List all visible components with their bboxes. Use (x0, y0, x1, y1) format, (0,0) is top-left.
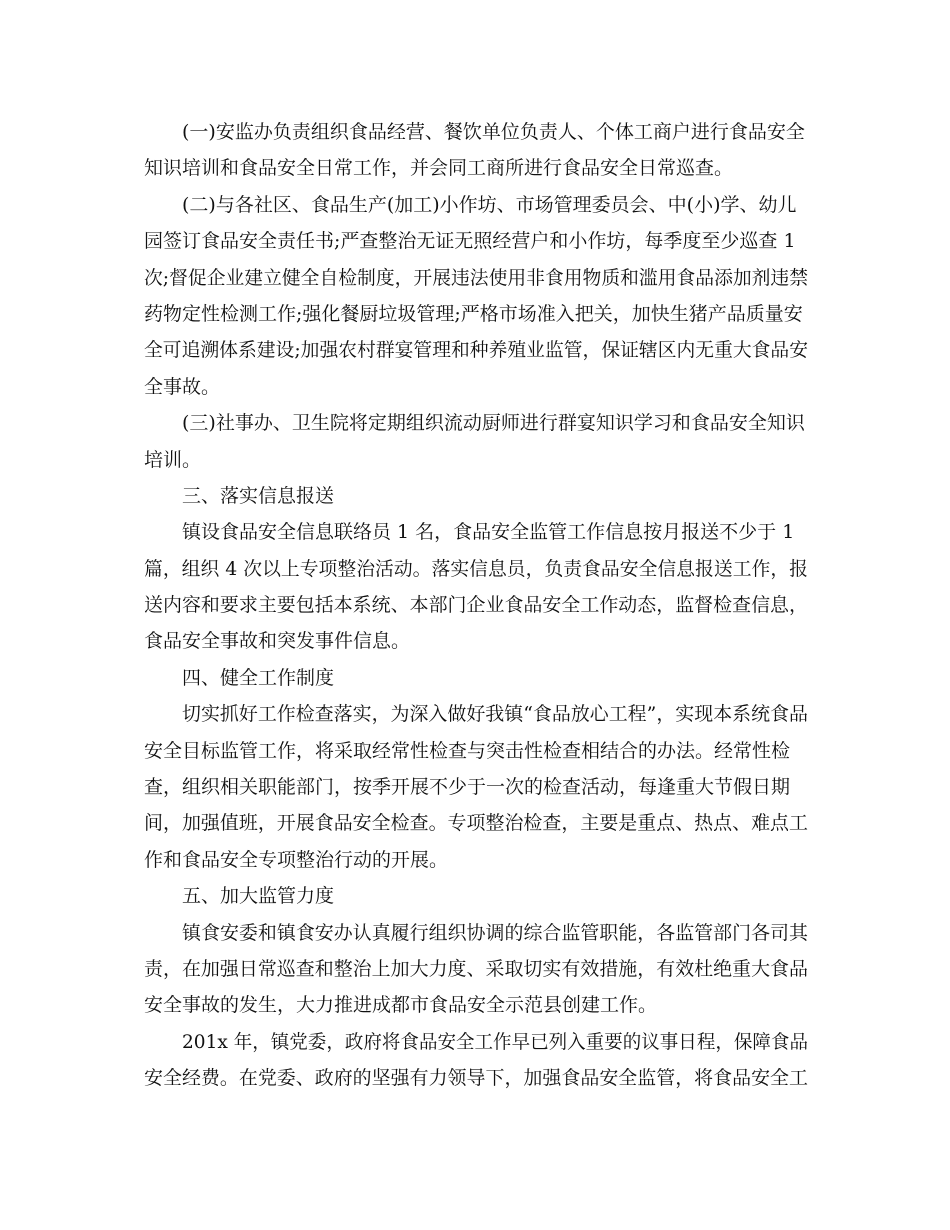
text-line: 三、落实信息报送 (182, 484, 335, 507)
text-line: 安全事故的发生，大力推进成都市食品安全示范县创建工作。 (144, 994, 658, 1017)
text-line: (三)社事办、卫生院将定期组织流动厨师进行群宴知识学习和食品安全知识 (182, 412, 805, 435)
text-line: 食品安全事故和突发事件信息。 (144, 630, 411, 653)
text-line: 镇食安委和镇食安办认真履行组织协调的综合监管职能，各监管部门各司其 (182, 921, 809, 944)
document-page (144, 114, 808, 1097)
text-line: 四、健全工作制度 (182, 666, 335, 689)
text-line: 全事故。 (144, 375, 221, 398)
text-line: 切实抓好工作检查落实，为深入做好我镇“食品放心工程”，实现本系统食品 (182, 703, 808, 726)
text-line: 五、加大监管力度 (182, 885, 335, 908)
text-line: 次;督促企业建立健全自检制度，开展违法使用非食用物质和滥用食品添加剂违禁 (144, 266, 809, 289)
text-line: 查，组织相关职能部门，按季开展不少于一次的检查活动，每逢重大节假日期 (144, 776, 791, 799)
text-line: (一)安监办负责组织食品经营、餐饮单位负责人、个体工商户进行食品安全 (182, 121, 805, 143)
text-line: 安全经费。在党委、政府的坚强有力领导下，加强食品安全监管，将食品安全工 (144, 1067, 809, 1090)
text-line: 园签订食品安全责任书;严查整治无证无照经营户和小作坊，每季度至少巡查 1 (144, 230, 796, 253)
text-line: 培训。 (144, 448, 202, 471)
text-line: 镇设食品安全信息联络员 1 名，食品安全监管工作信息按月报送不少于 1 (182, 521, 795, 544)
text-line: 安全目标监管工作，将采取经常性检查与突击性检查相结合的办法。经常性检 (144, 739, 791, 762)
text-line: 知识培训和食品安全日常工作，并会同工商所进行食品安全日常巡查。 (144, 157, 734, 180)
text-line: 责，在加强日常巡查和整治上加大力度、采取切实有效措施，有效杜绝重大食品 (144, 957, 809, 980)
text-line: 201x 年，镇党委，政府将食品安全工作早已列入重要的议事日程，保障食品 (182, 1030, 808, 1053)
text-line: 作和食品安全专项整治行动的开展。 (144, 848, 449, 871)
text-line: 药物定性检测工作;强化餐厨垃圾管理;严格市场准入把关，加快生猪产品质量安 (144, 302, 803, 325)
text-line: 间，加强值班，开展食品安全检查。专项整治检查，主要是重点、热点、难点工 (144, 812, 809, 835)
text-line: 全可追溯体系建设;加强农村群宴管理和种养殖业监管，保证辖区内无重大食品安 (144, 339, 809, 362)
text-line: 送内容和要求主要包括本系统、本部门企业食品安全工作动态，监督检查信息， (144, 594, 809, 617)
text-line: (二)与各社区、食品生产(加工)小作坊、市场管理委员会、中(小)学、幼儿 (182, 193, 797, 216)
text-line: 篇，组织 4 次以上专项整治活动。落实信息员，负责食品安全信息报送工作，报 (144, 557, 809, 580)
